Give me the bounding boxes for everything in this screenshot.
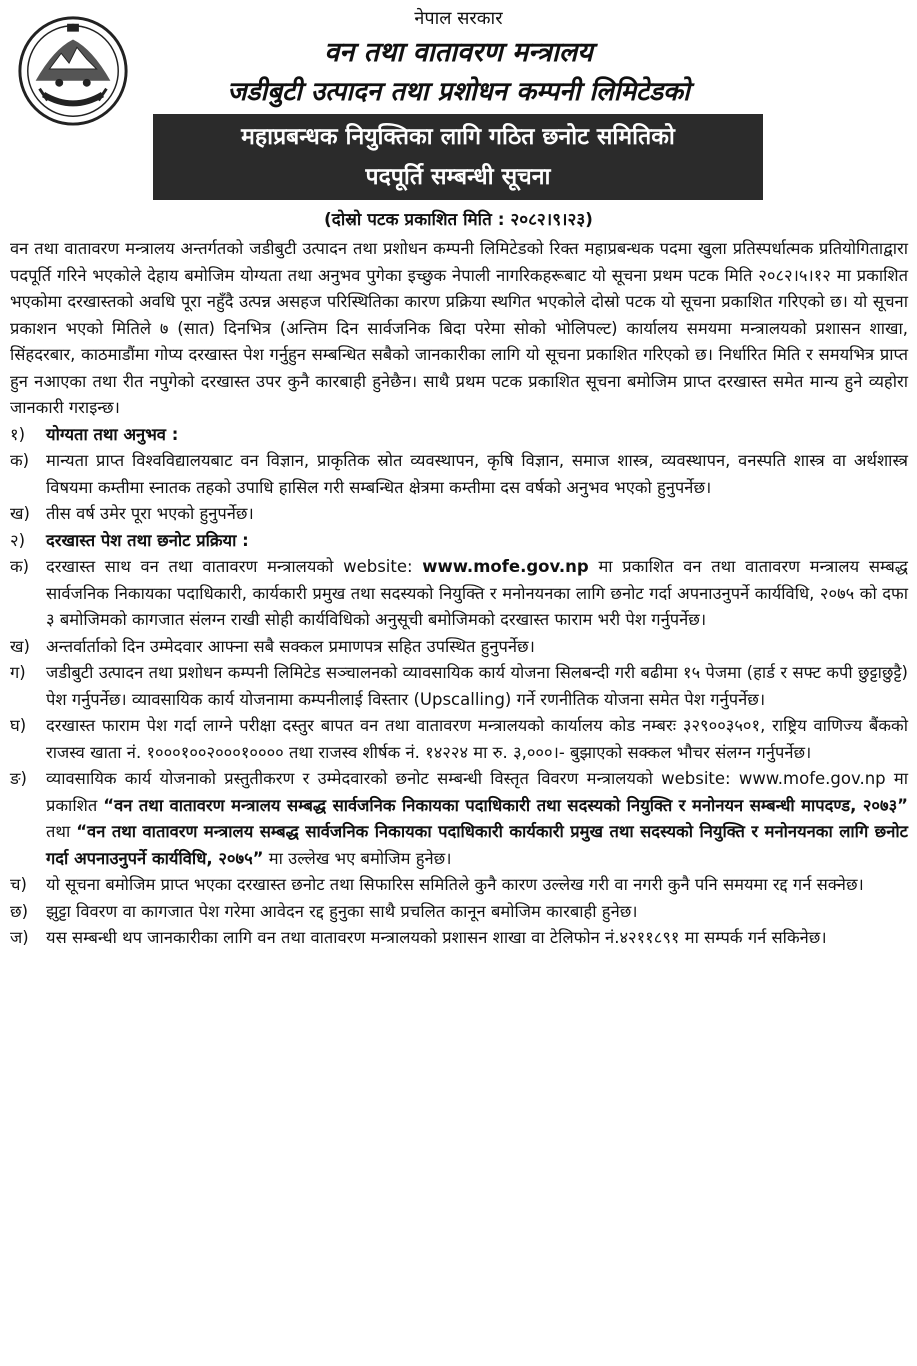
item-text: तीस वर्ष उमेर पूरा भएको हुनुपर्नेछ। — [46, 504, 254, 523]
company-heading: जडीबुटी उत्पादन तथा प्रशोधन कम्पनी लिमिटेडको — [227, 77, 690, 107]
item-marker: छ) — [10, 901, 29, 921]
item-text: दरखास्त फाराम पेश गर्दा लाग्ने परीक्षा दस्तुर बापत वन तथा वातावरण मन्त्रालयको कार्यालय कोड नम्बरः ३२९००३५०१, राष्ट्रिय वाणिज्य बैंकको राजस्व खाता नं. १०००१००२०००१०००० तथा राजस्व शीर्षक नं. १४२२४ मा रु. ३,०००।- बुझाएको सक्कल भौचर संलग्न गर्नुपर्नेछ। — [46, 716, 908, 762]
item-marker: ङ) — [10, 769, 27, 788]
section-number: १) — [10, 424, 26, 444]
section-title: दरखास्त पेश तथा छनोट प्रक्रिया : — [46, 530, 249, 550]
item-text: जडीबुटी उत्पादन तथा प्रशोधन कम्पनी लिमिटेड सञ्चालनको व्यावसायिक कार्य योजना सिलबन्दी गरी बढीमा १५ पेजमा (हार्ड र सफ्ट कपी छुट्टाछुट्टै) पेश गर्नुपर्नेछ। व्यावसायिक कार्य योजनामा कम्पनीलाई विस्तार (Upscalling) गर्ने रणनीतिक योजना समेत पेश गर्नुपर्नेछ। — [46, 663, 908, 709]
item-text: मान्यता प्राप्त विश्वविद्यालयबाट वन विज्ञान, प्राकृतिक स्रोत व्यवस्थापन, कृषि विज्ञान, समाज शास्त्र, व्यवस्थापन, वनस्पति शास्त्र वा अर्थशास्त्र विषयमा कम्तीमा स्नातक तहको उपाधि हासिल गरी सम्बन्धित क्षेत्रमा कम्तीमा दस वर्षको अनुभव भएको हुनुपर्नेछ। — [46, 451, 908, 497]
guideline-title-bold: “वन तथा वातावरण मन्त्रालय सम्बद्ध सार्वजनिक निकायका पदाधिकारी तथा सदस्यको नियुक्ति र मनोनयन सम्बन्धी मापदण्ड, २०७३” — [103, 795, 908, 815]
notice-title-banner — [153, 114, 763, 200]
government-heading: नेपाल सरकार — [414, 8, 503, 29]
item-marker: ग) — [10, 663, 26, 682]
item-marker: घ) — [10, 716, 27, 735]
item-text-part: मा उल्लेख भए बमोजिम हुनेछ। — [263, 848, 452, 868]
section-number: २) — [10, 530, 26, 550]
item-text: अन्तर्वार्ताको दिन उम्मेदवार आफ्ना सबै सक्कल प्रमाणपत्र सहित उपस्थित हुनुपर्नेछ। — [46, 636, 535, 656]
item-marker: च) — [10, 875, 27, 894]
list-item — [10, 899, 908, 926]
item-text — [46, 554, 908, 634]
section-qualification-heading — [10, 422, 908, 449]
notice-body — [10, 236, 908, 952]
publication-date: (दोस्रो पटक प्रकाशित मिति : २०८२।९।२३) — [324, 210, 593, 230]
item-marker: ख) — [10, 636, 30, 656]
item-text-part: तथा — [46, 822, 77, 841]
procedure-title-bold: “वन तथा वातावरण मन्त्रालय सम्बद्ध सार्वजनिक निकायका पदाधिकारी कार्यकारी प्रमुख तथा सदस्यको नियुक्ति र मनोनयनका लागि छनोट गर्दा अपनाउनुपर्ने कार्यविधि, २०७५” — [46, 822, 908, 868]
website-link[interactable]: www.mofe.gov.np — [422, 557, 589, 576]
list-item — [10, 448, 908, 501]
ministry-heading: वन तथा वातावरण मन्त्रालय — [324, 37, 593, 68]
list-item — [10, 554, 908, 634]
item-marker: क) — [10, 451, 30, 470]
item-text — [46, 766, 908, 872]
intro-paragraph: वन तथा वातावरण मन्त्रालय अन्तर्गतको जडीबुटी उत्पादन तथा प्रशोधन कम्पनी लिमिटेडको रिक्त महाप्रबन्धक पदमा खुला प्रतिस्पर्धात्मक प्रतियोगिताद्वारा पदपूर्ति गरिने भएकोले देहाय बमोजिम योग्यता तथा अनुभव पुगेका इच्छुक नेपाली नागरिकहरूबाट यो सूचना प्रथम पटक मिति २०८२।५।१२ मा प्रकाशित भएकोमा दरखास्तको अवधि पूरा नहुँदै उत्पन्न असहज परिस्थितिका कारण प्रक्रिया स्थगित भएकोले दोस्रो पटक यो सूचना प्रकाशित गरिएको छ। यो सूचना प्रकाशन भएको मितिले ७ (सात) दिनभित्र (अन्तिम दिन सार्वजनिक बिदा परेमा सोको भोलिपल्ट) कार्यालय समयमा मन्त्रालयको प्रशासन शाखा, सिंहदरबार, काठमाडौंमा गोप्य दरखास्त पेश गर्नुहुन सम्बन्धित सबैको जानकारीका लागि यो सूचना प्रकाशित गरिएको छ। निर्धारित मिति र समयभित्र प्राप्त हुन नआएका तथा रीत नपुगेको दरखास्त उपर कुनै कारबाही हुनेछैन। साथै प्रथम पटक प्रकाशित सूचना बमोजिम प्राप्त दरखास्त समेत मान्य हुने व्यहोरा जानकारी गराइन्छ। — [10, 239, 908, 417]
item-text: यो सूचना बमोजिम प्राप्त भएका दरखास्त छनोट तथा सिफारिस समितिले कुनै कारण उल्लेख गरी वा नगरी कुनै पनि समयमा रद्द गर्न सक्नेछ। — [46, 875, 864, 894]
item-text-part: व्यावसायिक कार्य योजनाको प्रस्तुतीकरण र उम्मेदवारको छनोट सम्बन्धी विस्तृत विवरण मन्त्रालयको website: www.mofe.gov.np मा प्रकाशित — [46, 769, 908, 815]
list-item — [10, 872, 908, 899]
item-text: झुट्टा विवरण वा कागजात पेश गरेमा आवेदन रद्द हुनुका साथै प्रचलित कानून बमोजिम कारबाही हुनेछ। — [46, 901, 638, 921]
section-title: योग्यता तथा अनुभव : — [46, 424, 179, 444]
item-marker: क) — [10, 557, 30, 576]
section-application-heading — [10, 528, 908, 555]
list-item — [10, 766, 908, 872]
list-item — [10, 713, 908, 766]
item-text-part: मा प्रकाशित वन तथा वातावरण मन्त्रालय सम्बद्ध सार्वजनिक निकायका पदाधिकारी, कार्यकारी प्रमुख तथा सदस्यको नियुक्ति र मनोनयनका लागि छनोट गर्दा अपनाउनुपर्ने कार्यविधि, २०७५ को दफा ३ बमोजिमको कागजात संलग्न राखी सोही कार्यविधिको अनुसूची बमोजिमको दरखास्त फाराम भरी पेश गर्नुपर्नेछ। — [46, 557, 908, 629]
list-item — [10, 660, 908, 713]
banner-line-1: महाप्रबन्धक नियुक्तिका लागि गठित छनोट समितिको — [241, 124, 675, 150]
list-item — [10, 925, 908, 952]
banner-line-2: पदपूर्ति सम्बन्धी सूचना — [365, 164, 551, 190]
item-marker: ज) — [10, 928, 29, 947]
item-text-part: दरखास्त साथ वन तथा वातावरण मन्त्रालयको website: — [46, 557, 423, 576]
list-item — [10, 634, 908, 661]
item-text: यस सम्बन्धी थप जानकारीका लागि वन तथा वातावरण मन्त्रालयको प्रशासन शाखा वा टेलिफोन नं.४२११८९१ मा सम्पर्क गर्न सकिनेछ। — [46, 928, 827, 947]
list-item — [10, 501, 908, 528]
item-marker: ख) — [10, 504, 30, 523]
